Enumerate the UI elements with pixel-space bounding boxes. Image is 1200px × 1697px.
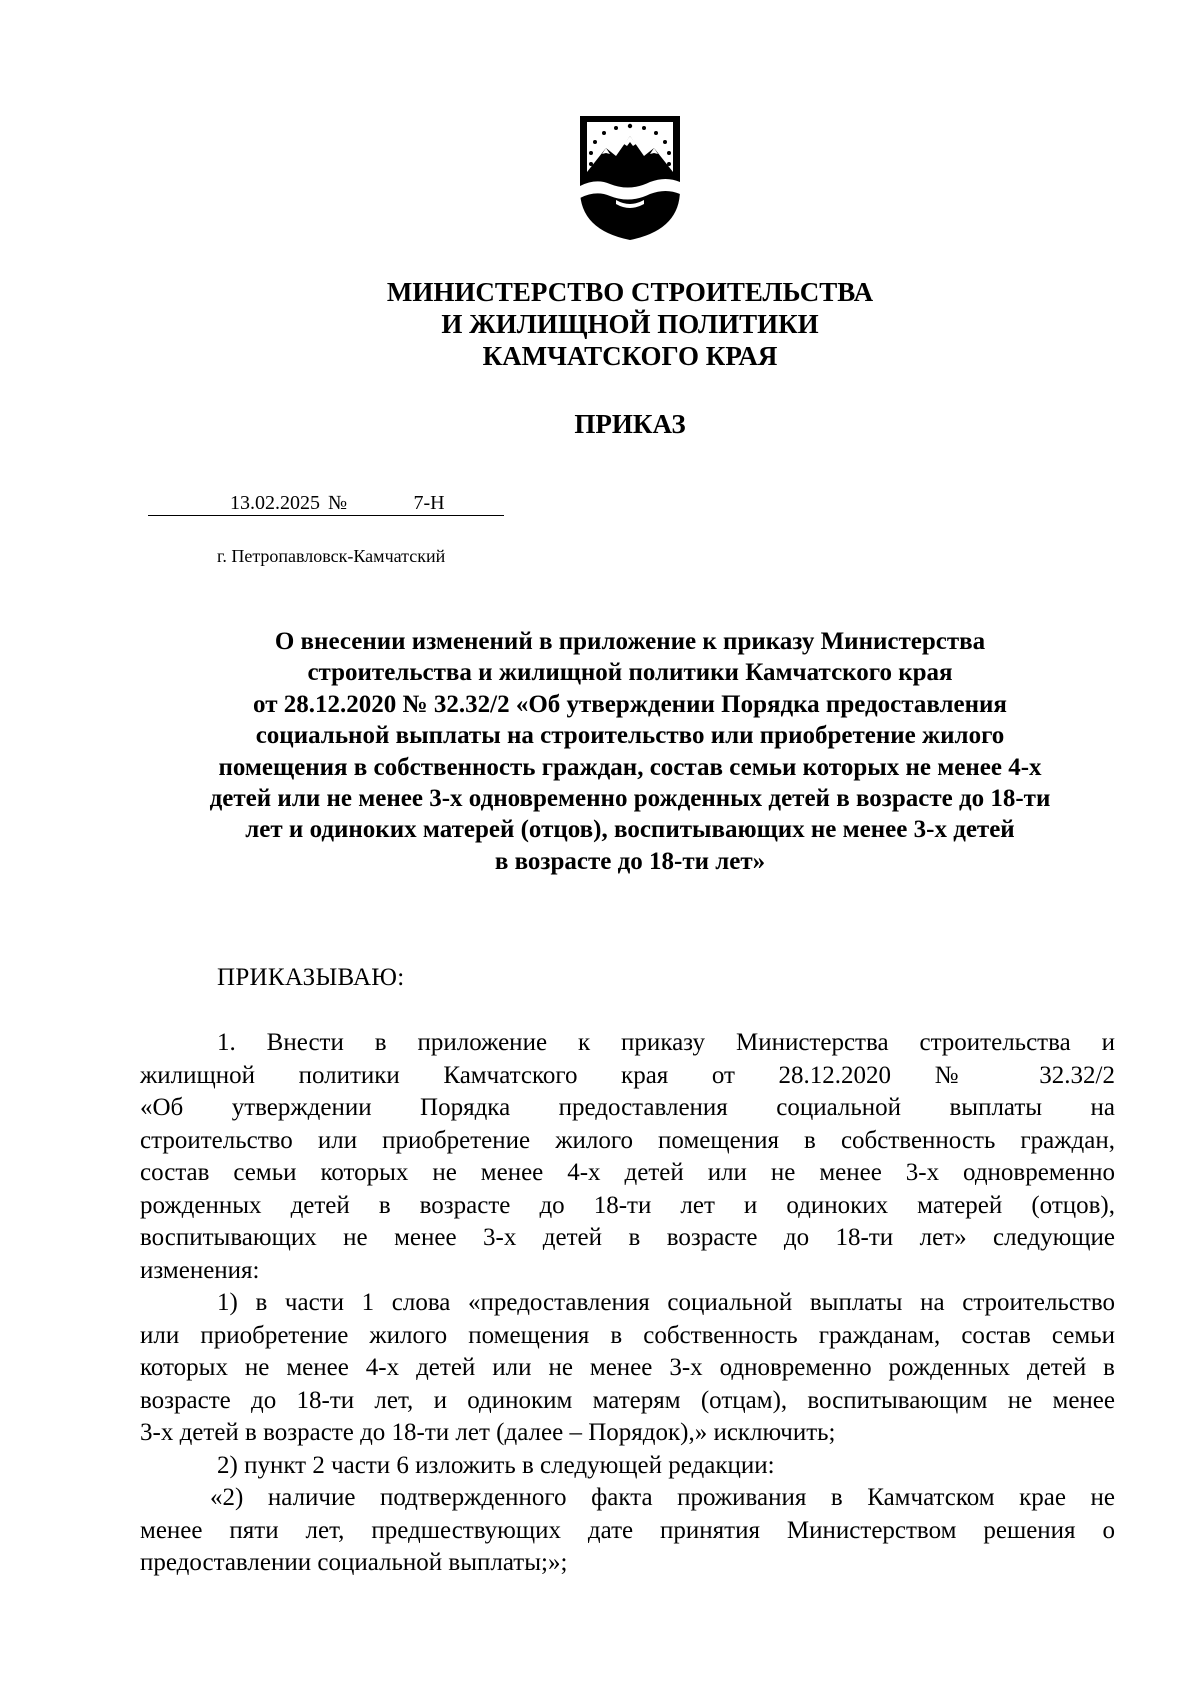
kamchatka-coat-of-arms-icon [576,112,684,242]
order-number: 7-Н [354,490,504,516]
order-subject [140,626,1120,877]
body-line: «2) наличие подтвержденного факта проживания в Камчатском крае не [210,1484,1115,1511]
body-line: жилищной политики Камчатского края от 28.12.2020 № 32.32/2 [140,1061,1115,1089]
subject-line: детей или не менее 3-х одновременно рожденных детей в возрасте до 18-ти [209,785,1051,813]
subject-line: от 28.12.2020 № 32.32/2 «Об утверждении Порядка предоставления [253,690,1007,718]
document-type-title: ПРИКАЗ [574,409,686,439]
subject-line: в возрасте до 18-ти лет» [494,847,766,875]
body-line: 1. Внести в приложение к приказу Министерства строительства и [217,1029,1115,1056]
decree-word: ПРИКАЗЫВАЮ: [217,964,405,991]
body-line: строительство или приобретение жилого помещения в собственность граждан, [140,1126,1115,1154]
body-line: рожденных детей в возрасте до 18-ти лет и одиноких матерей (отцов), [140,1191,1115,1219]
date-number-line [148,490,504,516]
body-line: изменения: [140,1256,260,1284]
ministry-line: МИНИСТЕРСТВО СТРОИТЕЛЬСТВА [386,277,874,307]
body-line: состав семьи которых не менее 4-х детей или не менее 3-х одновременно [140,1159,1115,1186]
order-date: 13.02.2025 [148,490,328,516]
body-line: которых не менее 4-х детей или не менее 3-х одновременно рожденных детей в [140,1354,1115,1381]
body-line: или приобретение жилого помещения в собственность гражданам, состав семьи [140,1321,1115,1349]
subject-line: лет и одиноких матерей (отцов), воспитывающих не менее 3-х детей [245,816,1015,844]
subject-line: строительства и жилищной политики Камчатского края [307,659,953,687]
body-line: предоставлении социальной выплаты;»; [140,1549,568,1576]
subject-line: О внесении изменений в приложение к приказу Министерства [274,628,986,655]
body-line: «Об утверждении Порядка предоставления социальной выплаты на [140,1094,1115,1121]
ministry-line: КАМЧАТСКОГО КРАЯ [482,341,778,371]
subject-line: помещения в собственность граждан, состав семьи которых не менее 4-х [218,753,1042,781]
body-line: 2) пункт 2 части 6 изложить в следующей редакции: [217,1451,775,1479]
body-line: менее пяти лет, предшествующих дате принятия Министерством решения о [140,1516,1115,1544]
body-line: возрасте до 18-ти лет, и одиноким матерям (отцам), воспитывающим не менее [140,1386,1115,1414]
order-body [140,1027,1115,1580]
subject-line: социальной выплаты на строительство или приобретение жилого [255,722,1005,750]
body-line: 3-х детей в возрасте до 18-ти лет (далее – Порядок),» исключить; [140,1419,836,1446]
city-label: г. Петропавловск-Камчатский [217,546,446,566]
ministry-name [0,276,1200,372]
ministry-line: И ЖИЛИЩНОЙ ПОЛИТИКИ [441,309,819,339]
number-sign: № [328,490,354,516]
body-line: 1) в части 1 слова «предоставления социальной выплаты на строительство [217,1289,1115,1316]
body-line: воспитывающих не менее 3-х детей в возрасте до 18-ти лет» следующие [140,1224,1115,1251]
